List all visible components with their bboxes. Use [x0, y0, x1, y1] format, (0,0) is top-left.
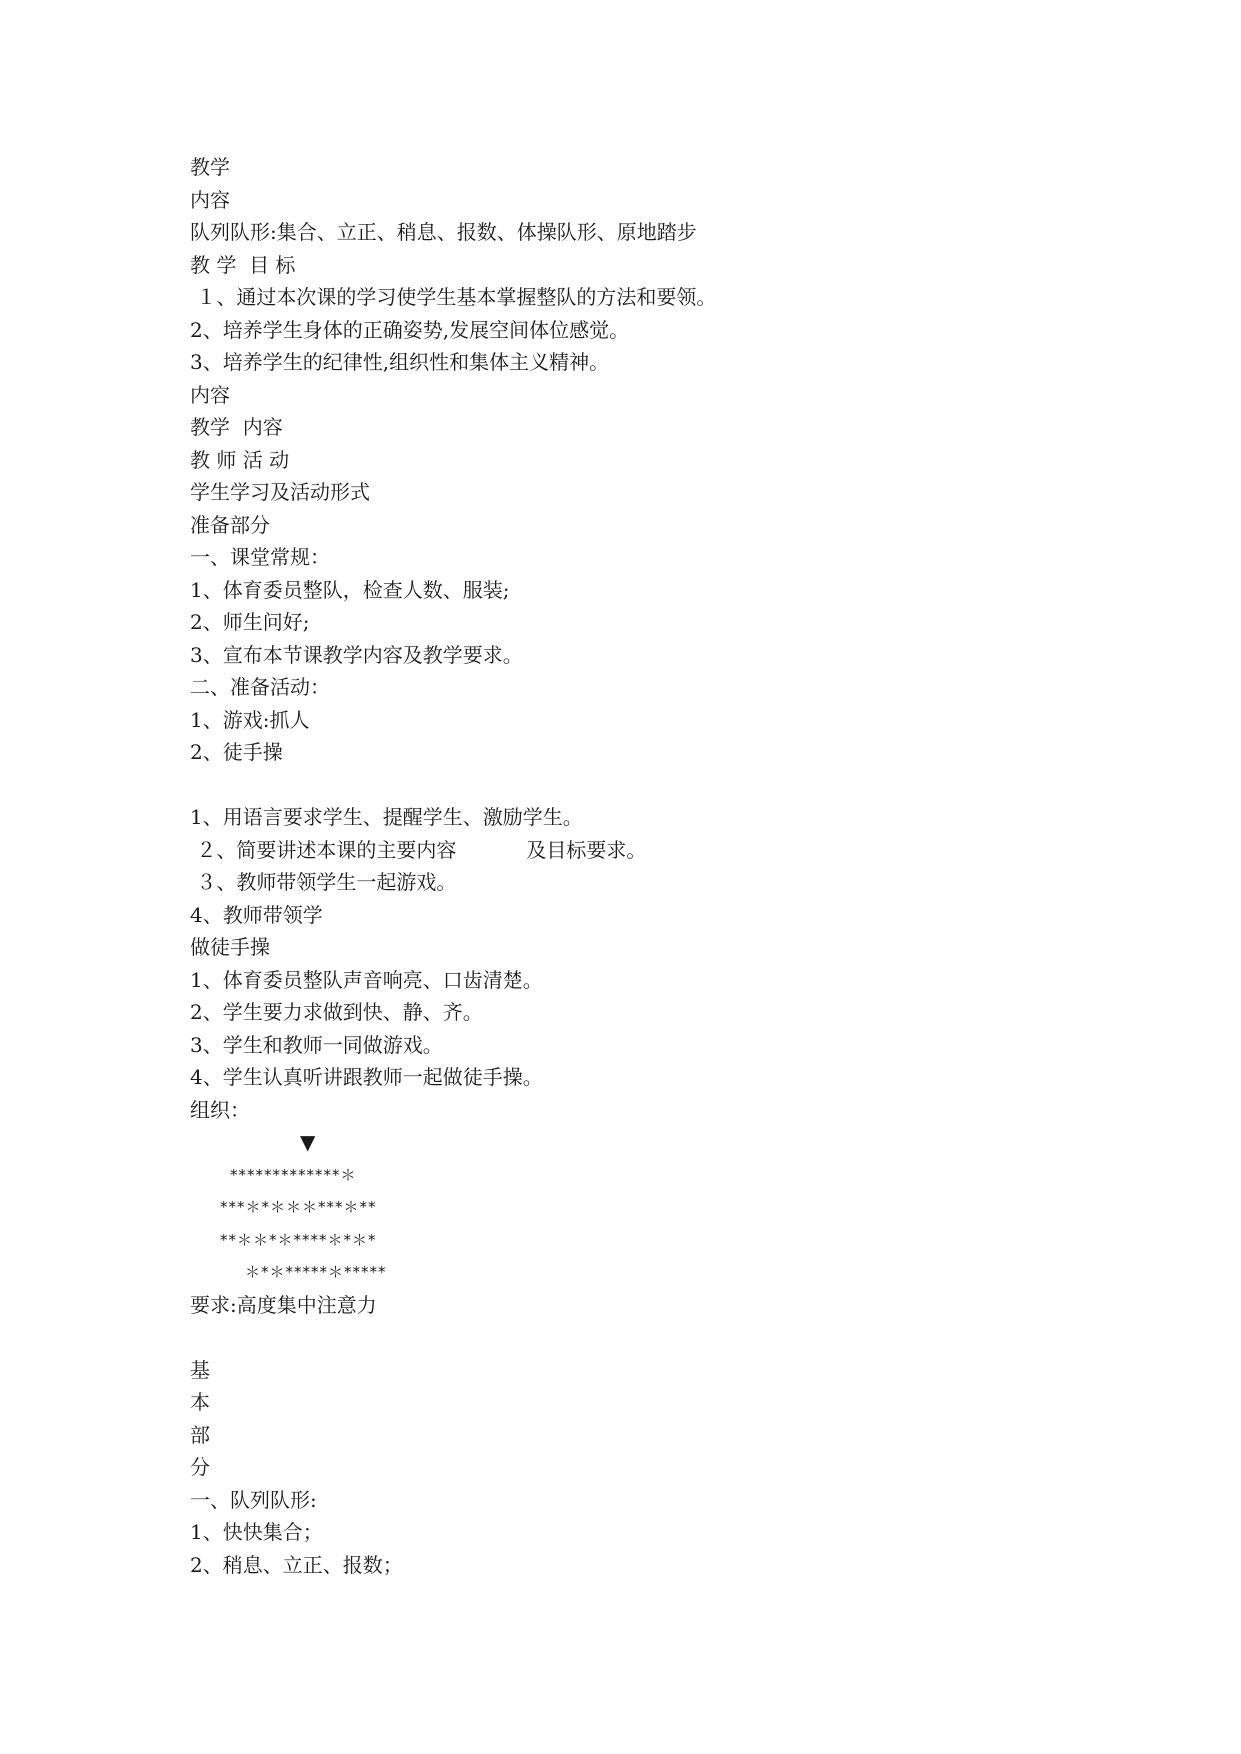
teacher-item: 1、用语言要求学生、提醒学生、激励学生。 — [190, 805, 583, 829]
objective-item: 2、培养学生身体的正确姿势,发展空间体位感觉。 — [190, 317, 630, 342]
content-label: 内容 — [190, 187, 230, 212]
spacer — [190, 769, 1090, 802]
basic-item: 1、快快集合； — [190, 1520, 323, 1544]
table-head-student-activity: 学生学习及活动形式 — [190, 480, 370, 504]
formation-row: ＊*＊*****＊***** — [245, 1263, 387, 1281]
student-item: 4、学生认真听讲跟教师一起做徒手操。 — [190, 1065, 543, 1089]
objective-label: 教 学 目 标 — [190, 252, 296, 277]
basic-title-char: 基 — [190, 1357, 210, 1382]
spacer — [190, 1321, 1090, 1354]
basic-title-char: 部 — [190, 1422, 210, 1447]
table-head-teacher-activity: 教 师 活 动 — [190, 447, 290, 472]
student-item: 3、学生和教师一同做游戏。 — [190, 1032, 443, 1057]
prep-item: 2、师生问好; — [190, 610, 310, 634]
basic-title-char: 分 — [190, 1455, 210, 1479]
teacher-item-part: ２、简要讲述本课的主要内容 — [190, 837, 457, 862]
teacher-item-part: 及目标要求。 — [526, 837, 647, 862]
prep-item: 3、宣布本节课教学内容及教学要求。 — [190, 642, 523, 667]
teacher-position-triangle-icon: ▼ — [300, 1130, 316, 1154]
teacher-item — [190, 834, 1090, 867]
organization-label: 组织： — [190, 1097, 250, 1122]
teacher-item-continued: 做徒手操 — [190, 935, 270, 959]
prep-item: 一、课堂常规： — [190, 545, 330, 569]
objective-item: １、通过本次课的学习使学生基本掌握整队的方法和要领。 — [190, 285, 717, 309]
prep-section-title: 准备部分 — [190, 512, 270, 537]
requirement-text: 要求:高度集中注意力 — [190, 1292, 377, 1317]
table-head-teach-content: 教学 内容 — [190, 415, 283, 439]
table-head-content: 内容 — [190, 382, 230, 407]
document-body — [190, 151, 1090, 1581]
prep-item: 1、游戏:抓人 — [190, 707, 310, 732]
prep-item: 二、准备活动： — [190, 675, 330, 699]
basic-title-char: 本 — [190, 1390, 210, 1414]
basic-item: 2、稍息、立正、报数； — [190, 1552, 403, 1577]
student-item: 1、体育委员整队声音响亮、口齿清楚。 — [190, 967, 543, 992]
formation-row: ***＊*＊＊＊***＊** — [220, 1198, 377, 1216]
formation-row: **＊＊*＊****＊*＊* — [220, 1230, 377, 1249]
teacher-item: 4、教师带领学 — [190, 902, 323, 927]
prep-item: 1、体育委员整队，检查人数、服装; — [190, 577, 510, 602]
teach-label: 教学 — [190, 155, 230, 179]
objective-item: 3、培养学生的纪律性,组织性和集体主义精神。 — [190, 350, 610, 374]
lesson-topic: 队列队形:集合、立正、稍息、报数、体操队形、原地踏步 — [190, 220, 697, 244]
teacher-item: ３、教师带领学生一起游戏。 — [190, 870, 457, 894]
student-item: 2、学生要力求做到快、静、齐。 — [190, 1000, 483, 1024]
basic-item: 一、队列队形: — [190, 1487, 317, 1512]
prep-item: 2、徒手操 — [190, 740, 283, 764]
formation-row: *************＊ — [230, 1165, 357, 1184]
